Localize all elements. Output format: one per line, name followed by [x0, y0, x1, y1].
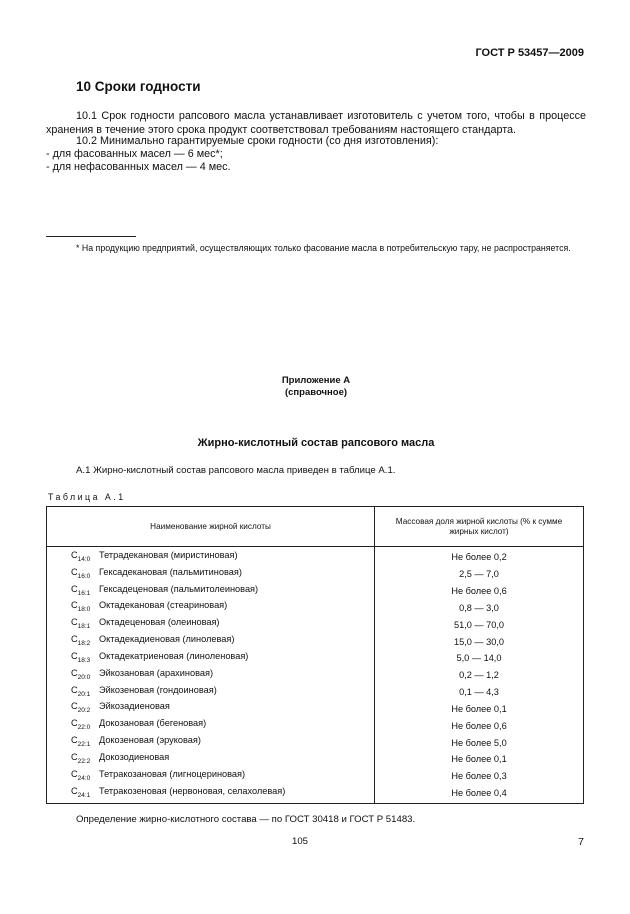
acid-name-cell — [47, 547, 375, 566]
acid-name: Докозодиеновая — [99, 751, 170, 762]
acid-name-cell — [47, 734, 375, 751]
table-row — [47, 700, 584, 717]
acid-code — [51, 717, 99, 734]
acid-name-cell — [47, 684, 375, 701]
acid-code-subscript: 22:1 — [77, 740, 91, 748]
acid-name-cell — [47, 616, 375, 633]
acid-code-letter: C — [71, 701, 78, 712]
acid-value-cell: 0,1 — 4,3 — [375, 684, 584, 701]
acid-code-subscript: 22:0 — [77, 724, 91, 732]
acid-value-cell: 5,0 — 14,0 — [375, 650, 584, 667]
acid-name-cell — [47, 751, 375, 768]
acid-code-subscript: 18:0 — [77, 606, 91, 614]
acid-name-cell — [47, 583, 375, 600]
table-row — [47, 633, 584, 650]
acid-code-subscript: 18:2 — [77, 639, 91, 647]
table-row — [47, 547, 584, 566]
appendix-label: Приложение А — [281, 375, 351, 386]
acid-code-subscript: 20:0 — [77, 673, 91, 681]
acid-code-letter: C — [71, 684, 78, 695]
acid-code-letter: C — [71, 650, 78, 661]
acid-name: Тетракозановая (лигноцериновая) — [99, 768, 246, 779]
acid-value-cell: Не более 0,2 — [375, 547, 584, 566]
acid-code-letter: C — [71, 600, 78, 611]
table-row — [47, 734, 584, 751]
acid-code — [51, 785, 99, 802]
list-item-unpackaged: - для нефасованных масел — 4 мес. — [46, 161, 231, 173]
acid-code-letter: C — [71, 617, 78, 628]
acid-code-letter: C — [71, 785, 78, 796]
acid-code — [51, 667, 99, 684]
acid-code-subscript: 24:1 — [77, 791, 91, 799]
acid-code — [51, 751, 99, 768]
acid-code-letter: C — [71, 735, 78, 746]
acid-value-cell: Не более 0,1 — [375, 700, 584, 717]
acid-name: Октадекадиеновая (линолевая) — [99, 634, 235, 645]
appendix-label-block — [46, 375, 586, 398]
acid-code-subscript: 18:3 — [77, 656, 91, 664]
acid-code-subscript: 20:1 — [77, 690, 91, 698]
acid-code-letter: C — [71, 634, 78, 645]
table-row — [47, 667, 584, 684]
acid-value-cell: 0,2 — 1,2 — [375, 667, 584, 684]
acid-name-cell — [47, 785, 375, 804]
acid-code-subscript: 18:1 — [77, 623, 91, 631]
fatty-acid-table — [46, 506, 584, 804]
table-body — [47, 547, 584, 804]
acid-code — [51, 566, 99, 583]
column-header-value: Массовая доля жирной кислоты (% к сумме жирных кислот) — [375, 507, 584, 547]
acid-code-letter: C — [71, 583, 78, 594]
acid-value-cell: Не более 0,4 — [375, 785, 584, 804]
acid-name-cell — [47, 700, 375, 717]
table-row — [47, 717, 584, 734]
acid-name-cell — [47, 599, 375, 616]
acid-value-cell: Не более 0,1 — [375, 751, 584, 768]
table-row — [47, 650, 584, 667]
section-title: 10 Сроки годности — [76, 79, 201, 94]
appendix-type: (справочное) — [284, 386, 348, 398]
acid-name: Октадекановая (стеариновая) — [99, 600, 228, 611]
acid-code — [51, 583, 99, 600]
acid-code — [51, 734, 99, 751]
acid-name-cell — [47, 768, 375, 785]
acid-code — [51, 700, 99, 717]
acid-name-cell — [47, 650, 375, 667]
footnote-divider — [46, 236, 136, 237]
acid-code — [51, 650, 99, 667]
acid-code-subscript: 16:0 — [77, 572, 91, 580]
acid-code-subscript: 14:0 — [77, 555, 91, 563]
acid-value-cell: 15,0 — 30,0 — [375, 633, 584, 650]
acid-code — [51, 684, 99, 701]
acid-code-letter: C — [71, 550, 78, 560]
acid-value-cell: Не более 0,3 — [375, 768, 584, 785]
sheet-number: 7 — [578, 836, 584, 848]
page-number: 105 — [291, 836, 308, 847]
table-row — [47, 616, 584, 633]
acid-code-letter: C — [71, 566, 78, 577]
acid-code-letter: C — [71, 768, 78, 779]
acid-name: Эйкозановая (арахиновая) — [99, 667, 214, 678]
acid-name: Тетракозеновая (нервоновая, селахолевая) — [99, 785, 286, 796]
acid-value-cell: Не более 0,6 — [375, 717, 584, 734]
acid-code-subscript: 24:0 — [77, 774, 91, 782]
acid-name: Докозановая (бегеновая) — [99, 718, 207, 729]
acid-name: Гексадекановая (пальмитиновая) — [99, 566, 242, 577]
method-note: Определение жирно-кислотного состава — по ГОСТ 30418 и ГОСТ Р 51483. — [76, 814, 416, 825]
acid-code — [51, 549, 99, 566]
acid-code-letter: C — [71, 751, 78, 762]
acid-name: Октадеценовая (олеиновая) — [99, 617, 220, 628]
table-row — [47, 583, 584, 600]
acid-name-cell — [47, 633, 375, 650]
footnote: * На продукцию предприятий, осуществляющих только фасование масла в потребительскую тару, не распространяется. — [76, 243, 571, 253]
acid-name: Докозеновая (эруковая) — [99, 735, 201, 746]
table-row — [47, 566, 584, 583]
table-header-row — [47, 507, 584, 547]
acid-name-cell — [47, 566, 375, 583]
appendix-heading: Жирно-кислотный состав рапсового масла — [197, 437, 435, 449]
paragraph-10-1: 10.1 Срок годности рапсового масла устанавливает изготовитель с учетом того, чтобы в процессе хранения в течение этого срока продукт соответствовал требованиям настоящего стандарта. — [46, 110, 586, 136]
table-row — [47, 785, 584, 804]
acid-code — [51, 633, 99, 650]
table-caption: Таблица А.1 — [48, 492, 126, 502]
acid-code-letter: C — [71, 718, 78, 729]
acid-value-cell: Не более 5,0 — [375, 734, 584, 751]
acid-name-cell — [47, 667, 375, 684]
paragraph-10-2: 10.2 Минимально гарантируемые сроки годности (со дня изготовления): — [76, 135, 439, 147]
acid-code-letter: C — [71, 667, 78, 678]
acid-name: Тетрадекановая (миристиновая) — [99, 550, 238, 560]
acid-name: Гексадеценовая (пальмитолеиновая) — [99, 583, 259, 594]
acid-code — [51, 768, 99, 785]
acid-name: Октадекатриеновая (линоленовая) — [99, 650, 249, 661]
table-row — [47, 684, 584, 701]
acid-code-subscript: 16:1 — [77, 589, 91, 597]
acid-value-cell: 2,5 — 7,0 — [375, 566, 584, 583]
table-row — [47, 768, 584, 785]
acid-value-cell: 51,0 — 70,0 — [375, 616, 584, 633]
acid-name: Эйкозадиеновая — [99, 701, 170, 712]
column-header-name: Наименование жирной кислоты — [47, 507, 375, 547]
acid-value-cell: 0,8 — 3,0 — [375, 599, 584, 616]
list-item-packaged: - для фасованных масел — 6 мес*; — [46, 148, 223, 160]
table-row — [47, 599, 584, 616]
standard-code: ГОСТ Р 53457—2009 — [475, 47, 584, 59]
acid-code-subscript: 20:2 — [77, 707, 91, 715]
acid-value-cell: Не более 0,6 — [375, 583, 584, 600]
appendix-intro: А.1 Жирно-кислотный состав рапсового масла приведен в таблице А.1. — [76, 465, 396, 476]
table-row — [47, 751, 584, 768]
acid-code-subscript: 22:2 — [77, 757, 91, 765]
acid-code — [51, 616, 99, 633]
acid-code — [51, 599, 99, 616]
acid-name: Эйкозеновая (гондоиновая) — [99, 684, 217, 695]
acid-name-cell — [47, 717, 375, 734]
